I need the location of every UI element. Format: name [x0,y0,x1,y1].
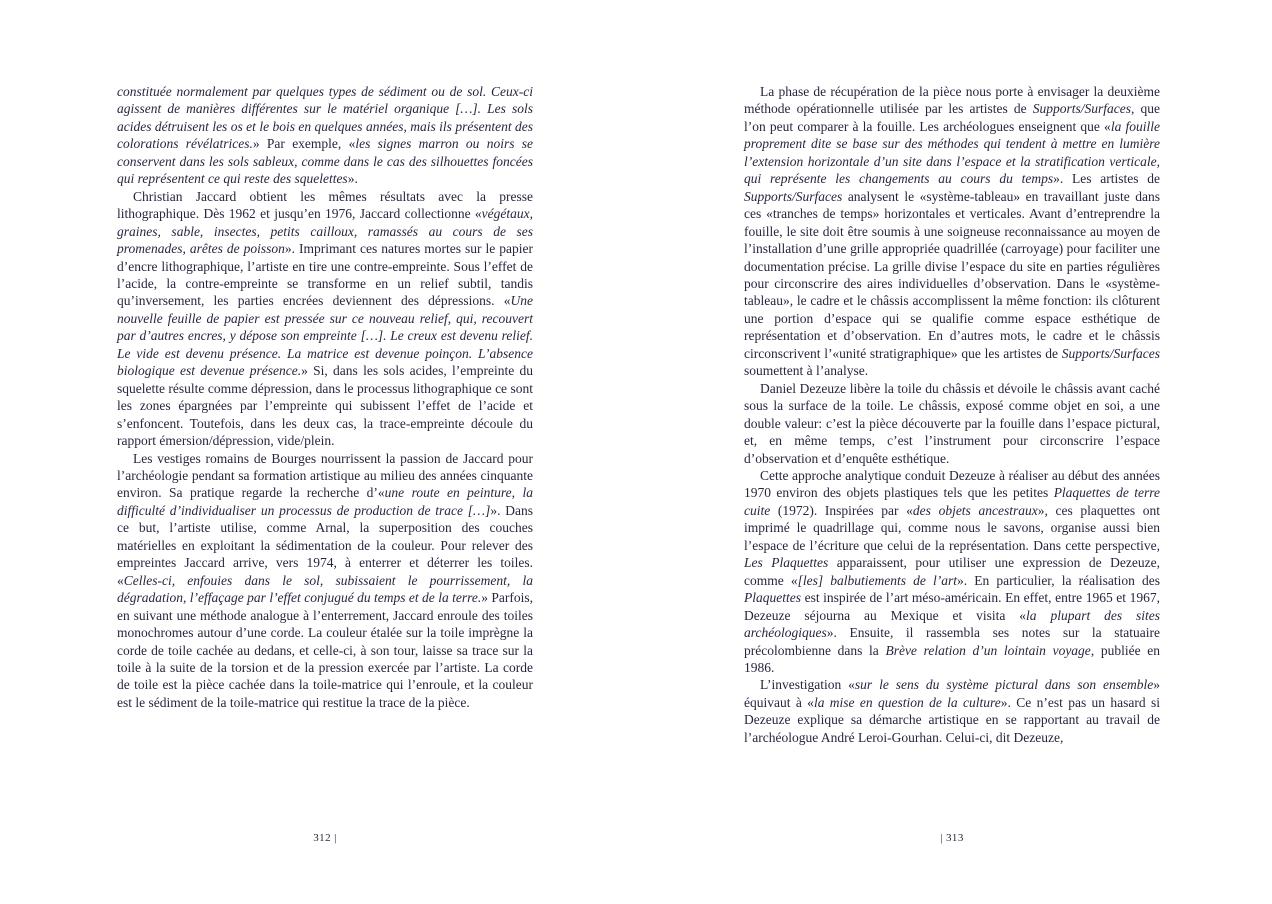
quoted-italic-text: constituée normalement par quelques types de sédiment ou de sol. Ceux-ci agissent de manières différentes sur le matériel organique […]. Les sols acides détruisent les os et le bois en quelques années, mais ils présentent des colorations révélatrices. [117,84,533,152]
body-text: Daniel Dezeuze libère la toile du châssis et dévoile le châssis avant caché sous la surface de la toile. Le châssis, exposé comme objet en soi, a une double valeur: c’est la pièce découverte par la fouille dans l’espace pictural, et, en même temps, c’est l’instrument pour circonscrire l’espace d’observation et d’enquête esthétique. [744,380,1160,466]
paragraph [117,188,533,450]
quoted-italic-text: Supports/Surfaces [744,188,843,204]
quoted-italic-text: des objets ancestraux [912,502,1038,518]
body-text: L’investigation « [760,677,855,693]
body-text: soumettent à l’analyse. [744,363,869,379]
body-text: » Par exemple, « [252,136,356,152]
body-text: apparaissent, pour utiliser une expression de Dezeuze, comme « [744,555,1160,588]
body-text: (1972). Inspirées par « [770,502,913,518]
paragraph [117,83,533,188]
quoted-italic-text: sur le sens du système pictural dans son ensemble [854,677,1154,693]
body-text: », ces plaquettes ont imprimé le quadrillage qui, comme nous le savons, organise aussi bien l’espace de l’écriture que celui de la représentation. Dans cette perspective, [744,502,1160,553]
paragraph [117,450,533,712]
body-text: Christian Jaccard obtient les mêmes résultats avec la presse lithographique. Dès 1962 et jusqu’en 1976, Jaccard collectionne « [117,188,533,222]
quoted-italic-text: végétaux, graines, sable, insectes, petits cailloux, ramassés au cours de ses promenades, arêtes de poisson [117,206,533,257]
paragraph [744,467,1160,676]
body-text: ». En particulier, la réalisation des [956,572,1160,588]
body-text: , publiée en 1986. [744,642,1160,675]
body-text: ». [347,171,358,187]
page-312 [117,83,533,873]
quoted-italic-text: la plupart des sites archéologiques [744,607,1160,641]
body-text: ». Imprimant ces natures mortes sur le papier d’encre lithographique, l’artiste en tire une contre-empreinte. Sous l’effet de l’acide, la contre-empreinte se transforme en un relief subtil, tandis qu’inversement, les parties encrées deviennent des dépressions. « [117,241,533,309]
quoted-italic-text: Plaquettes [744,590,801,606]
body-text: ». Dans ce but, l’artiste utilise, comme Arnal, la superposition des couches matérielles en exploitant la sédimentation de la couleur. Pour relever des empreintes Jaccard arrive, vers 1974, à enterrer et déterrer les toiles. « [117,502,533,588]
body-text: ». Ce n’est pas un hasard si Dezeuze explique sa démarche artistique en se rapportant au travail de l’archéologue André Leroi-Gourhan. Celui-ci, dit Dezeuze, [744,694,1160,745]
body-text: ». Ensuite, il rassembla ses notes sur la statuaire précolombienne dans la [744,625,1160,658]
body-text: est inspirée de l’art méso-américain. En effet, entre 1965 et 1967, Dezeuze séjourna au Mexique et visita « [744,590,1160,623]
quoted-italic-text: Brève relation d’un lointain voyage [885,642,1091,658]
body-text: » Parfois, en suivant une méthode analogue à l’enterrement, Jaccard enroule des toiles monochromes autour d’une corde. La couleur étalée sur la toile imprègne la corde de toile cachée au dedans, et celle-ci, à son tour, laisse sa trace sur la toile à la suite de la torsion et de la pression exercée par l’artiste. La corde de toile est la pièce cachée dans la toile-matrice qui l’enroule, et la couleur est le sédiment de la toile-matrice qui restitue la trace de la pièce. [117,590,533,710]
quoted-italic-text: la mise en question de la culture [813,694,1001,710]
body-text: , que l’on peut comparer à la fouille. Les archéologues enseignent que « [744,101,1160,134]
page-312-folio: 312 | [313,832,337,844]
quoted-italic-text: les signes marron ou noirs se conservent dans les sols sableux, comme dans le cas des silhouettes foncées qui représentent ce qui reste des squelettes [117,136,533,187]
body-text: La phase de récupération de la pièce nous porte à envisager la deuxième méthode opérationnelle utilisée par les artistes de [744,84,1160,117]
quoted-italic-text: Celles-ci, enfouies dans le sol, subissaient le pourrissement, la dégradation, l’effaçage par l’effet conjugué du temps et de la terre. [117,572,533,606]
body-text: ». Les artistes de [1053,171,1160,187]
body-text: Cette approche analytique conduit Dezeuze à réaliser au début des années 1970 environ des objets plastiques tels que les petites [744,467,1160,501]
page-312-text [117,83,533,711]
quoted-italic-text: Supports/Surfaces [1032,101,1131,117]
body-text: Les vestiges romains de Bourges nourrissent la passion de Jaccard pour l’archéologie pendant sa formation artistique au milieu des années cinquante environ. Sa pratique regarde la recherche d’« [117,450,533,501]
paragraph [744,83,1160,380]
paragraph [744,676,1160,746]
page-313 [744,83,1160,873]
body-text: analysent le «système-tableau» en travaillant juste dans ces «tranches de temps» horizontales et verticales. Avant d’entreprendre la fouille, le site doit être soumis à une soigneuse reconnaissance au moyen de l’installation d’une grille appropriée quadrillée (carroyage) pour faciliter une documentation précise. La grille divise l’espace du site en parties régulières pour circonscrire des aires individuelles d’observation. Dans le «système-tableau», le cadre et le châssis accomplissent la même fonction: ils clôturent une portion d’espace qui se qualifie comme espace esthétique de représentation et d’observation. En d’autres mots, le cadre et le châssis circonscrivent l’«unité stratigraphique» que les artistes de [744,188,1160,361]
quoted-italic-text: [les] balbutiements de l’art [797,572,957,588]
page-313-folio: | 313 [940,832,964,844]
quoted-italic-text: la fouille proprement dite se base sur des méthodes qui tendent à mettre en lumière l’extension horizontale d’un site dans l’espace et la stratification verticale, qui représente les changements au cours du temps [744,118,1160,187]
body-text: » équivaut à « [744,677,1161,710]
quoted-italic-text: Une nouvelle feuille de papier est pressée sur ce nouveau relief, qui, recouvert par d’autres encres, y dépose son empreinte […]. Le creux est devenu relief. Le vide est devenu présence. La matrice est devenue poinçon. L’absence biologique est devenue présence. [117,293,533,379]
page-313-text [744,83,1160,746]
paragraph [744,380,1160,467]
quoted-italic-text: une route en peinture, la difficulté d’individualiser un processus de production de trace […] [117,485,533,518]
quoted-italic-text: Plaquettes de terre cuite [744,485,1160,518]
body-text: » Si, dans les sols acides, l’empreinte du squelette résulte comme dépression, dans le processus lithographique ce sont les zones épargnées par l’empreinte qui subissent l’effet de l’acide et s’enfoncent. Toutefois, dans les deux cas, la trace-empreinte découle du rapport émersion/dépression, vide/plein. [117,363,533,449]
quoted-italic-text: Les Plaquettes [744,555,829,571]
quoted-italic-text: Supports/Surfaces [1061,345,1160,361]
